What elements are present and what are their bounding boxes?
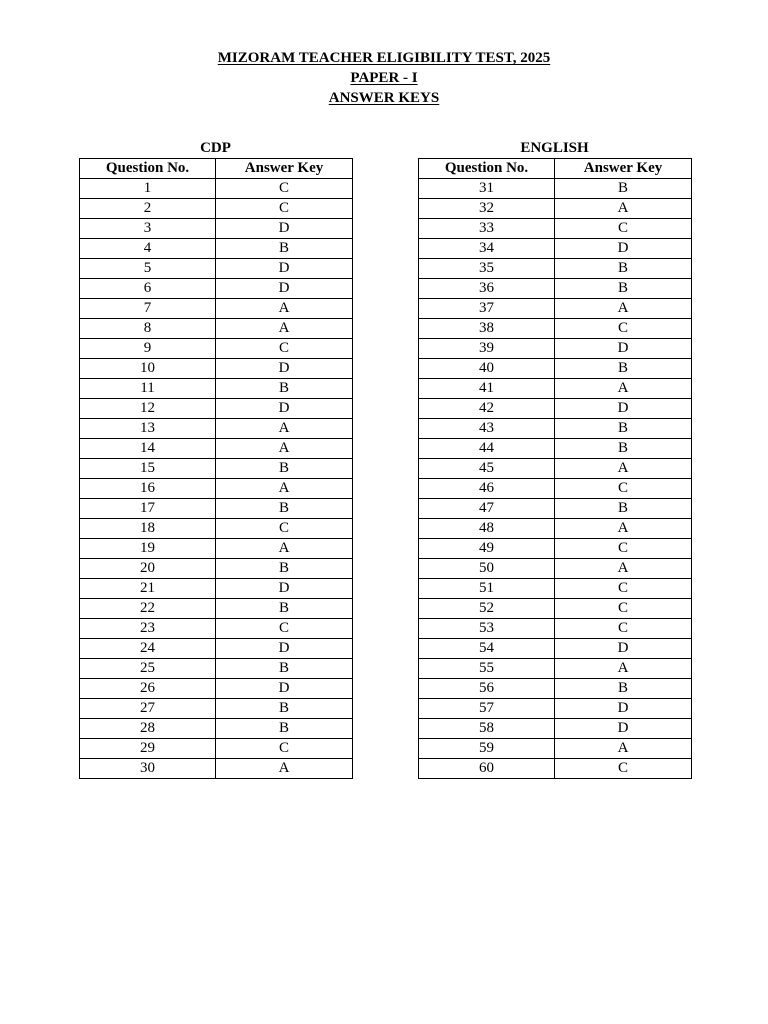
table-row: [419, 679, 692, 699]
table-row: [80, 619, 353, 639]
table-row: [80, 739, 353, 759]
question-number-cell: 8: [80, 319, 216, 339]
question-number-cell: 23: [80, 619, 216, 639]
table-row: [80, 399, 353, 419]
question-number-cell: 51: [419, 579, 555, 599]
answer-key-cell: D: [216, 259, 353, 279]
answer-key-cell: B: [555, 439, 692, 459]
answer-key-cell: B: [216, 559, 353, 579]
table-row: [80, 419, 353, 439]
table-row: [80, 239, 353, 259]
table-row: [80, 539, 353, 559]
table-body: [80, 179, 353, 779]
question-number-cell: 11: [80, 379, 216, 399]
question-number-cell: 17: [80, 499, 216, 519]
answer-key-cell: D: [216, 359, 353, 379]
table-row: [80, 699, 353, 719]
answer-key-cell: C: [555, 599, 692, 619]
question-number-cell: 44: [419, 439, 555, 459]
paper-label: PAPER - I: [350, 70, 418, 86]
question-number-cell: 24: [80, 639, 216, 659]
table-row: [419, 359, 692, 379]
table-row: [419, 759, 692, 779]
question-number-cell: 25: [80, 659, 216, 679]
table-row: [419, 599, 692, 619]
question-number-cell: 20: [80, 559, 216, 579]
question-number-cell: 22: [80, 599, 216, 619]
table-row: [80, 359, 353, 379]
answer-key-cell: D: [555, 399, 692, 419]
answer-key-table: [418, 158, 692, 779]
table-row: [80, 179, 353, 199]
answer-key-cell: A: [216, 419, 353, 439]
table-row: [419, 379, 692, 399]
table-row: [80, 319, 353, 339]
answer-key-cell: A: [216, 539, 353, 559]
table-row: [419, 459, 692, 479]
table-row: [419, 439, 692, 459]
answer-key-cell: C: [555, 219, 692, 239]
answer-key-cell: D: [555, 339, 692, 359]
question-number-cell: 58: [419, 719, 555, 739]
table-row: [80, 519, 353, 539]
question-number-cell: 52: [419, 599, 555, 619]
table-row: [80, 199, 353, 219]
question-number-cell: 19: [80, 539, 216, 559]
question-number-cell: 47: [419, 499, 555, 519]
answer-key-cell: B: [216, 599, 353, 619]
table-row: [419, 419, 692, 439]
section-cdp: [79, 138, 352, 779]
question-number-cell: 18: [80, 519, 216, 539]
question-number-cell: 45: [419, 459, 555, 479]
answer-key-cell: C: [216, 199, 353, 219]
question-number-cell: 36: [419, 279, 555, 299]
question-number-cell: 12: [80, 399, 216, 419]
table-row: [419, 499, 692, 519]
question-number-cell: 6: [80, 279, 216, 299]
table-row: [80, 579, 353, 599]
section-english: [418, 138, 691, 779]
answer-key-cell: D: [216, 399, 353, 419]
question-number-cell: 30: [80, 759, 216, 779]
question-number-cell: 29: [80, 739, 216, 759]
answer-key-cell: A: [216, 299, 353, 319]
question-number-cell: 60: [419, 759, 555, 779]
answer-key-cell: B: [555, 259, 692, 279]
answer-key-cell: B: [555, 679, 692, 699]
table-row: [419, 399, 692, 419]
question-number-cell: 5: [80, 259, 216, 279]
question-number-cell: 49: [419, 539, 555, 559]
table-row: [80, 299, 353, 319]
table-row: [419, 639, 692, 659]
answer-key-cell: C: [555, 579, 692, 599]
question-number-cell: 9: [80, 339, 216, 359]
answer-key-cell: B: [216, 379, 353, 399]
question-number-cell: 16: [80, 479, 216, 499]
table-row: [419, 699, 692, 719]
table-row: [419, 279, 692, 299]
answer-key-cell: B: [555, 499, 692, 519]
question-number-cell: 35: [419, 259, 555, 279]
table-row: [419, 519, 692, 539]
table-row: [80, 559, 353, 579]
answer-key-cell: D: [555, 719, 692, 739]
question-number-cell: 39: [419, 339, 555, 359]
answer-key-cell: B: [216, 239, 353, 259]
document-header: [0, 48, 768, 108]
question-number-cell: 7: [80, 299, 216, 319]
question-number-cell: 56: [419, 679, 555, 699]
table-row: [80, 639, 353, 659]
answer-key-cell: C: [555, 539, 692, 559]
answer-key-cell: D: [555, 699, 692, 719]
column-header-question: Question No.: [419, 159, 555, 179]
question-number-cell: 1: [80, 179, 216, 199]
question-number-cell: 32: [419, 199, 555, 219]
table-row: [80, 459, 353, 479]
table-row: [419, 539, 692, 559]
column-header-question: Question No.: [80, 159, 216, 179]
question-number-cell: 37: [419, 299, 555, 319]
section-title: ENGLISH: [520, 140, 589, 156]
table-row: [80, 439, 353, 459]
question-number-cell: 41: [419, 379, 555, 399]
answer-key-cell: A: [555, 659, 692, 679]
answer-key-cell: D: [555, 639, 692, 659]
question-number-cell: 43: [419, 419, 555, 439]
table-row: [80, 279, 353, 299]
answer-key-cell: A: [555, 559, 692, 579]
answer-key-cell: C: [555, 319, 692, 339]
question-number-cell: 2: [80, 199, 216, 219]
question-number-cell: 3: [80, 219, 216, 239]
question-number-cell: 57: [419, 699, 555, 719]
answer-key-cell: D: [216, 579, 353, 599]
question-number-cell: 4: [80, 239, 216, 259]
table-row: [80, 499, 353, 519]
answer-key-cell: C: [555, 759, 692, 779]
answer-key-cell: C: [555, 479, 692, 499]
answer-key-cell: D: [555, 239, 692, 259]
question-number-cell: 31: [419, 179, 555, 199]
table-row: [419, 239, 692, 259]
answer-key-cell: C: [216, 739, 353, 759]
answer-key-cell: B: [216, 659, 353, 679]
table-row: [419, 659, 692, 679]
question-number-cell: 27: [80, 699, 216, 719]
question-number-cell: 26: [80, 679, 216, 699]
table-row: [419, 319, 692, 339]
question-number-cell: 50: [419, 559, 555, 579]
document-title: MIZORAM TEACHER ELIGIBILITY TEST, 2025: [217, 50, 551, 66]
answer-key-cell: A: [555, 199, 692, 219]
question-number-cell: 42: [419, 399, 555, 419]
table-row: [419, 299, 692, 319]
question-number-cell: 40: [419, 359, 555, 379]
table-row: [80, 259, 353, 279]
answer-key-cell: B: [555, 359, 692, 379]
question-number-cell: 59: [419, 739, 555, 759]
answer-key-cell: B: [555, 419, 692, 439]
question-number-cell: 48: [419, 519, 555, 539]
question-number-cell: 55: [419, 659, 555, 679]
answer-key-cell: C: [216, 619, 353, 639]
answer-keys-heading: ANSWER KEYS: [328, 90, 440, 106]
answer-key-cell: A: [555, 459, 692, 479]
table-row: [419, 739, 692, 759]
answer-key-cell: B: [216, 699, 353, 719]
table-row: [419, 339, 692, 359]
answer-key-cell: A: [216, 319, 353, 339]
answer-key-cell: B: [216, 719, 353, 739]
answer-key-cell: C: [216, 179, 353, 199]
table-row: [80, 719, 353, 739]
question-number-cell: 15: [80, 459, 216, 479]
answer-key-cell: A: [216, 439, 353, 459]
table-row: [419, 199, 692, 219]
table-row: [80, 659, 353, 679]
question-number-cell: 33: [419, 219, 555, 239]
question-number-cell: 14: [80, 439, 216, 459]
table-row: [419, 719, 692, 739]
answer-key-cell: A: [555, 519, 692, 539]
question-number-cell: 46: [419, 479, 555, 499]
table-body: [419, 179, 692, 779]
question-number-cell: 53: [419, 619, 555, 639]
question-number-cell: 21: [80, 579, 216, 599]
table-row: [80, 379, 353, 399]
table-row: [80, 479, 353, 499]
table-row: [419, 259, 692, 279]
table-row: [80, 599, 353, 619]
answer-key-cell: C: [216, 339, 353, 359]
answer-key-cell: D: [216, 679, 353, 699]
section-title: CDP: [200, 140, 231, 156]
column-header-answer: Answer Key: [216, 159, 353, 179]
table-row: [419, 619, 692, 639]
question-number-cell: 54: [419, 639, 555, 659]
question-number-cell: 13: [80, 419, 216, 439]
question-number-cell: 28: [80, 719, 216, 739]
answer-key-cell: A: [555, 739, 692, 759]
column-header-answer: Answer Key: [555, 159, 692, 179]
answer-key-cell: A: [555, 299, 692, 319]
answer-key-cell: B: [216, 459, 353, 479]
table-row: [80, 759, 353, 779]
table-row: [419, 479, 692, 499]
answer-key-cell: D: [216, 639, 353, 659]
table-row: [419, 579, 692, 599]
table-header-row: [80, 159, 353, 179]
table-header-row: [419, 159, 692, 179]
table-row: [419, 179, 692, 199]
answer-key-table: [79, 158, 353, 779]
question-number-cell: 10: [80, 359, 216, 379]
table-row: [80, 219, 353, 239]
answer-key-cell: D: [216, 279, 353, 299]
table-row: [419, 219, 692, 239]
answer-key-cell: C: [216, 519, 353, 539]
answer-key-cell: B: [555, 279, 692, 299]
answer-key-cell: A: [555, 379, 692, 399]
answer-key-cell: B: [555, 179, 692, 199]
answer-key-cell: A: [216, 759, 353, 779]
answer-key-cell: C: [555, 619, 692, 639]
answer-key-cell: D: [216, 219, 353, 239]
answer-key-cell: B: [216, 499, 353, 519]
table-row: [80, 339, 353, 359]
question-number-cell: 34: [419, 239, 555, 259]
answer-key-cell: A: [216, 479, 353, 499]
table-row: [419, 559, 692, 579]
question-number-cell: 38: [419, 319, 555, 339]
table-row: [80, 679, 353, 699]
